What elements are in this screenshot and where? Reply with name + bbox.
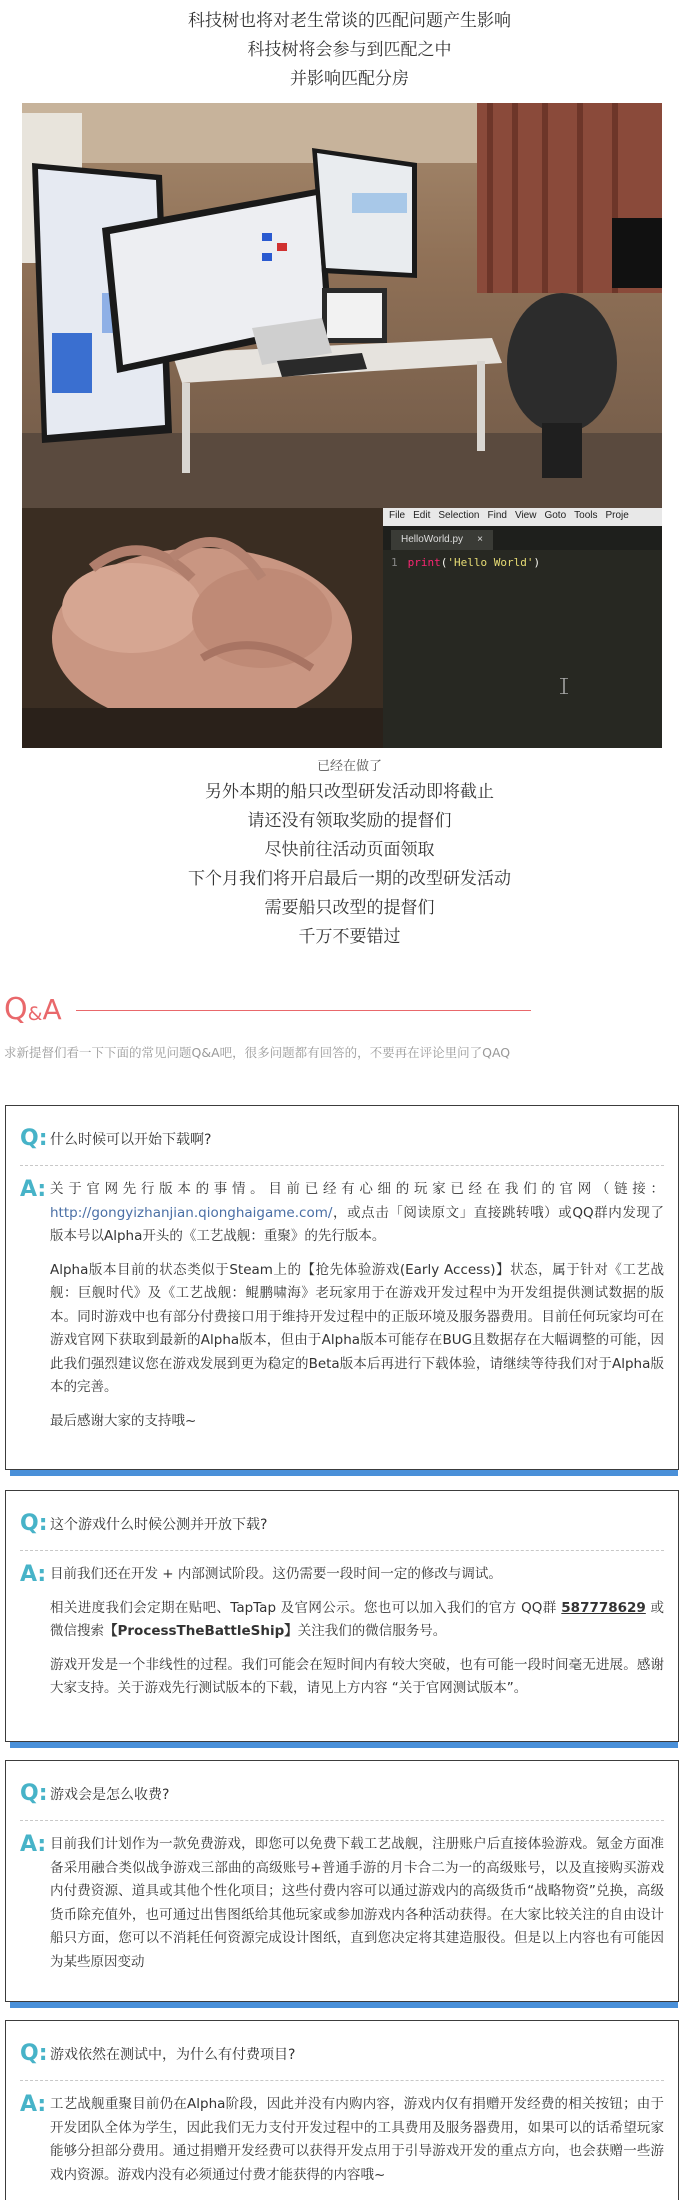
menu-item: Tools (574, 510, 598, 521)
qa-card (5, 1105, 679, 1470)
card-shadow (10, 1742, 678, 1748)
qa-card (5, 2020, 679, 2200)
answer-mark: A: (20, 2092, 47, 2117)
announcement-line: 千万不要错过 (298, 927, 401, 947)
answer-row (6, 1166, 678, 1457)
question-row (6, 1491, 678, 1536)
answer-row (6, 1821, 678, 1998)
card-shadow (10, 1470, 678, 1476)
code-line: 1 print('Hello World') (391, 556, 541, 569)
answer-text: 相关进度我们会定期在贴吧、TapTap 及官网公示。您也可以加入我们的官方 QQ群 (50, 1599, 562, 1616)
menu-item: Selection (438, 510, 480, 521)
answer-paragraph: 目前我们计划作为一款免费游戏，即您可以免费下载工艺战舰，注册账户后直接体验游戏。氪金方面准备采用融合类似战争游戏三部曲的高级账号+普通手游的月卡合二为一的高级账号，以及直接购买游戏内付费资源、道具或其他个性化项目；这些付费内容可以通过游戏内的高级货币“战略物资”兑换，高级货币除充值外，也可通过出售图纸给其他玩家或参加游戏内各种活动获得。在大家比较关注的自由设计船只方面，您可以不消耗任何资源完成设计图纸，直到您决定将其建造服役。但是以上内容也有可能因为某些原因变动 (50, 1836, 664, 1970)
answer-body (50, 1563, 664, 1711)
official-site-link[interactable]: http://gongyizhanjian.qionghaigame.com/ (50, 1204, 333, 1221)
photo-caption: 已经在做了 (316, 759, 382, 774)
question-text: 什么时候可以开始下载啊? (50, 1131, 212, 1148)
answer-mark: A: (20, 1832, 47, 1857)
answer-mark: A: (20, 1562, 47, 1587)
card-shadow (10, 2002, 678, 2008)
answer-text: 关注我们的微信服务号。 (297, 1623, 447, 1639)
announcement-text (0, 756, 699, 952)
line-number: 1 (391, 556, 398, 569)
intro-text (0, 7, 699, 94)
answer-paragraph: Alpha版本目前的状态类似于Steam上的【抢先体验游戏(Early Access)】状态，属于针对《工艺战舰：巨舰时代》及《工艺战舰：鲲鹏啸海》老玩家用于在游戏开发过程中为开发组提供测试数据的版本。同时游戏中也有部分付费接口用于维持开发过程中的正版环境及服务器费用。目前任何玩家均可在游戏官网下获取到最新的Alpha版本，但由于Alpha版本可能存在BUG且数据存在大幅调整的可能，因此我们强烈建议您在游戏发展到更为稳定的Beta版本后再进行下载体验，请继续等待我们对于Alpha版本的完善。 (50, 1261, 664, 1395)
qa-heading-a: A (42, 993, 62, 1026)
qa-intro-text: 求新提督们看一下下面的常见问题Q&A吧，很多问题都有回答的，不要再在评论里问了QAQ (4, 1045, 511, 1060)
menu-item: Proje (605, 510, 629, 521)
menu-item: Edit (413, 510, 431, 521)
qa-heading-amp: & (27, 1003, 43, 1025)
answer-row (6, 1551, 678, 1725)
wechat-account: 【ProcessTheBattleShip】 (104, 1623, 298, 1639)
qa-heading (4, 992, 62, 1027)
answer-paragraph: 工艺战舰重聚目前仍在Alpha阶段，因此并没有内购内容，游戏内仅有捐赠开发经费的相关按钮；由于开发团队全体为学生，因此我们无力支付开发过程中的工具费用及服务器费用，如果可以的话希望玩家能够分担部分费用。通过捐赠开发经费可以获得开发点用于引导游戏开发的重点方向，也会获赠一些游戏内资源。游戏内没有必须通过付费才能获得的内容哦~ (50, 2096, 664, 2183)
question-mark: Q: (20, 2041, 48, 2066)
editor-tab-bar (383, 526, 662, 550)
answer-mark: A: (20, 1177, 47, 1202)
menu-item: View (514, 510, 537, 521)
answer-body (50, 2093, 664, 2197)
desk-setup-photo (22, 103, 662, 508)
menu-item: Goto (544, 510, 567, 521)
answer-text: 或微信搜索 (50, 1599, 664, 1639)
close-icon: × (477, 534, 483, 545)
qa-card (5, 1490, 679, 1742)
question-text: 游戏依然在测试中，为什么有付费项目? (50, 2046, 296, 2063)
editor-menu-bar (383, 508, 662, 526)
editor-tab (391, 530, 493, 550)
tangled-hands-photo (22, 508, 383, 748)
code-string: 'Hello World' (447, 556, 534, 569)
menu-item: File (389, 510, 406, 521)
announcement-line: 需要船只改型的提督们 (264, 898, 435, 918)
text-cursor-icon (559, 678, 569, 694)
intro-line: 科技树也将对老生常谈的匹配问题产生影响 (188, 11, 511, 31)
announcement-line: 尽快前往活动页面领取 (264, 840, 435, 860)
question-mark: Q: (20, 1781, 48, 1806)
answer-body (50, 1833, 664, 1984)
menu-item: Find (487, 510, 507, 521)
answer-row (6, 2081, 678, 2200)
intro-line: 并影响匹配分房 (290, 69, 409, 89)
hands-illustration (22, 508, 383, 748)
announcement-line: 请还没有领取奖励的提督们 (247, 811, 452, 831)
desk-setup-illustration (22, 103, 662, 508)
qa-heading-q: Q (4, 992, 28, 1027)
answer-paragraph (50, 1597, 664, 1644)
qa-card (5, 1760, 679, 2002)
announcement-line: 下个月我们将开启最后一期的改型研发活动 (188, 869, 511, 889)
question-mark: Q: (20, 1511, 48, 1536)
answer-text: ，或点击「阅读原文」直接跳转哦）或QQ群内发现了版本号以Alpha开头的《工艺战舰：重聚》的先行版本。 (50, 1204, 664, 1244)
intro-line: 科技树将会参与到匹配之中 (247, 40, 452, 60)
answer-text: 关于官网先行版本的事情。目前已经有心细的玩家已经在我们的官网（链接： (50, 1181, 664, 1197)
editor-tab-label: HelloWorld.py (401, 534, 464, 545)
code-editor-photo (383, 508, 662, 748)
answer-paragraph: 游戏开发是一个非线性的过程。我们可能会在短时间内有较大突破，也有可能一段时间毫无进展。感谢大家支持。关于游戏先行测试版本的下载，请见上方内容 “关于官网测试版本”。 (50, 1656, 664, 1696)
code-keyword: print (407, 556, 441, 569)
qa-heading-rule (76, 1010, 531, 1011)
qq-group-number[interactable]: 587778629 (561, 1599, 646, 1616)
answer-paragraph: 最后感谢大家的支持哦~ (50, 1412, 197, 1429)
question-row (6, 1761, 678, 1806)
answer-paragraph: 目前我们还在开发 + 内部测试阶段。这仍需要一段时间一定的修改与调试。 (50, 1566, 502, 1582)
question-text: 这个游戏什么时候公测并开放下载? (50, 1516, 268, 1533)
question-row (6, 2021, 678, 2066)
answer-body (50, 1178, 664, 1443)
question-row (6, 1106, 678, 1151)
question-text: 游戏会是怎么收费? (50, 1786, 170, 1803)
announcement-line: 另外本期的船只改型研发活动即将截止 (205, 782, 494, 802)
answer-paragraph (50, 1178, 664, 1249)
question-mark: Q: (20, 1126, 48, 1151)
